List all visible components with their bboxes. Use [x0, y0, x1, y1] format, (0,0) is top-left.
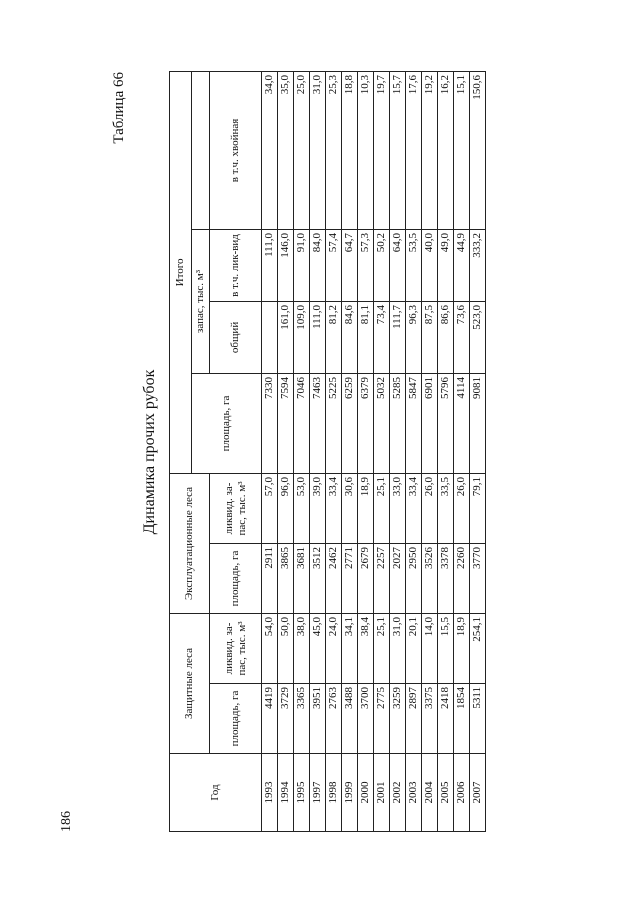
table-row	[438, 71, 454, 831]
cell-year: 2006	[454, 754, 470, 832]
cell-total-liquid: 57,3	[358, 229, 374, 301]
cell-total-conifer: 15,7	[390, 71, 406, 229]
cell-total-conifer: 10,3	[358, 71, 374, 229]
cell-exploitation-area: 2027	[390, 543, 406, 613]
table-row	[294, 71, 310, 831]
cell-exploitation-area: 2911	[262, 543, 278, 613]
cell-total-area: 5285	[390, 373, 406, 473]
cell-protective-area: 2418	[438, 684, 454, 754]
cell-total-area: 5225	[326, 373, 342, 473]
cell-exploitation-liquid: 26,0	[422, 473, 438, 543]
cell-year: 1997	[310, 754, 326, 832]
table-row	[358, 71, 374, 831]
cell-total-area: 7594	[278, 373, 294, 473]
cell-total-conifer: 34,0	[262, 71, 278, 229]
cell-protective-area: 3259	[390, 684, 406, 754]
cell-total-general: 73,4	[374, 301, 390, 373]
cell-protective-area: 3375	[422, 684, 438, 754]
cell-total-liquid: 44,9	[454, 229, 470, 301]
cell-protective-area: 3729	[278, 684, 294, 754]
cell-total-area: 5796	[438, 373, 454, 473]
cell-year: 1998	[326, 754, 342, 832]
cell-exploitation-liquid: 96,0	[278, 473, 294, 543]
cell-total-liquid: 40,0	[422, 229, 438, 301]
cell-protective-liquid: 24,0	[326, 613, 342, 683]
cell-total-general: 84,6	[342, 301, 358, 373]
table-row	[422, 71, 438, 831]
cell-year: 2000	[358, 754, 374, 832]
cell-exploitation-liquid: 30,6	[342, 473, 358, 543]
cell-exploitation-area: 2771	[342, 543, 358, 613]
cell-protective-liquid: 25,1	[374, 613, 390, 683]
cell-protective-liquid: 45,0	[310, 613, 326, 683]
cell-total-general	[262, 301, 278, 373]
cell-exploitation-area: 2257	[374, 543, 390, 613]
header-total-stock: запас, тыс. м³	[192, 229, 210, 373]
cell-total-conifer: 15,1	[454, 71, 470, 229]
cell-total-conifer: 25,3	[326, 71, 342, 229]
cell-total-conifer: 35,0	[278, 71, 294, 229]
cell-total-general: 81,2	[326, 301, 342, 373]
cell-total-liquid: 146,0	[278, 229, 294, 301]
cell-protective-liquid: 15,5	[438, 613, 454, 683]
cell-total-conifer: 19,7	[374, 71, 390, 229]
table-title: Динамика прочих рубок	[141, 369, 158, 535]
cell-total-conifer: 150,6	[470, 71, 486, 229]
cell-protective-area: 4419	[262, 684, 278, 754]
cell-total-area: 9081	[470, 373, 486, 473]
cell-total-general: 523,0	[470, 301, 486, 373]
cell-total-area: 6379	[358, 373, 374, 473]
table-row	[342, 71, 358, 831]
cell-protective-area: 3700	[358, 684, 374, 754]
header-exploitation-liquid: ликвид. за-пас, тыс. м³	[210, 473, 262, 543]
table-row	[310, 71, 326, 831]
cell-total-liquid: 57,4	[326, 229, 342, 301]
cell-year: 2002	[390, 754, 406, 832]
cell-total-general: 161,0	[278, 301, 294, 373]
cell-total-area: 6259	[342, 373, 358, 473]
cell-total-area: 5847	[406, 373, 422, 473]
header-year: Год	[170, 754, 262, 832]
cell-total-general: 96,3	[406, 301, 422, 373]
header-protective-area: площадь, га	[210, 684, 262, 754]
cell-exploitation-area: 2679	[358, 543, 374, 613]
table-row	[262, 71, 278, 831]
cell-exploitation-area: 3526	[422, 543, 438, 613]
cell-total-liquid: 49,0	[438, 229, 454, 301]
cell-protective-liquid: 34,1	[342, 613, 358, 683]
cell-year: 1993	[262, 754, 278, 832]
cell-total-conifer: 31,0	[310, 71, 326, 229]
cell-protective-area: 2897	[406, 684, 422, 754]
cell-total-liquid: 111,0	[262, 229, 278, 301]
header-total: Итого	[170, 71, 192, 473]
cell-exploitation-area: 2950	[406, 543, 422, 613]
cell-protective-area: 2763	[326, 684, 342, 754]
cell-protective-liquid: 54,0	[262, 613, 278, 683]
table-row	[278, 71, 294, 831]
header-total-liquid: в т.ч. лик-вид	[210, 229, 262, 301]
cell-total-general: 81,1	[358, 301, 374, 373]
cell-exploitation-liquid: 33,4	[326, 473, 342, 543]
cell-exploitation-area: 3681	[294, 543, 310, 613]
header-total-area: площадь, га	[192, 373, 262, 473]
cell-exploitation-liquid: 25,1	[374, 473, 390, 543]
cell-total-general: 86,6	[438, 301, 454, 373]
page-number: 186	[59, 811, 74, 832]
cell-year: 1994	[278, 754, 294, 832]
cell-exploitation-liquid: 39,0	[310, 473, 326, 543]
cell-year: 2003	[406, 754, 422, 832]
cell-protective-liquid: 20,1	[406, 613, 422, 683]
cell-total-conifer: 16,2	[438, 71, 454, 229]
cell-exploitation-liquid: 26,0	[454, 473, 470, 543]
cell-protective-liquid: 18,9	[454, 613, 470, 683]
header-total-general: общий	[210, 301, 262, 373]
cell-year: 1999	[342, 754, 358, 832]
table-number: Таблица 66	[111, 72, 127, 144]
cell-protective-area: 1854	[454, 684, 470, 754]
rotated-page	[59, 72, 535, 832]
table-row	[406, 71, 422, 831]
cell-total-area: 7463	[310, 373, 326, 473]
cell-exploitation-area: 2260	[454, 543, 470, 613]
cell-exploitation-liquid: 33,4	[406, 473, 422, 543]
cell-protective-liquid: 14,0	[422, 613, 438, 683]
cell-total-liquid: 53,5	[406, 229, 422, 301]
cell-exploitation-liquid: 33,0	[390, 473, 406, 543]
cell-total-general: 111,7	[390, 301, 406, 373]
cell-total-liquid: 91,0	[294, 229, 310, 301]
cell-total-area: 5032	[374, 373, 390, 473]
cell-protective-area: 3951	[310, 684, 326, 754]
cell-total-area: 7330	[262, 373, 278, 473]
cell-protective-liquid: 254,1	[470, 613, 486, 683]
cell-exploitation-liquid: 57,0	[262, 473, 278, 543]
cell-total-liquid: 333,2	[470, 229, 486, 301]
cell-total-general: 73,6	[454, 301, 470, 373]
table-body	[262, 71, 486, 831]
header-protective-forests: Защитные леса	[170, 613, 210, 753]
table-row	[454, 71, 470, 831]
cell-total-liquid: 64,7	[342, 229, 358, 301]
header-total-stock-blank	[192, 71, 210, 229]
cell-protective-liquid: 38,4	[358, 613, 374, 683]
table-row	[326, 71, 342, 831]
cell-total-conifer: 18,8	[342, 71, 358, 229]
cell-protective-liquid: 38,0	[294, 613, 310, 683]
table-row	[390, 71, 406, 831]
cell-total-liquid: 64,0	[390, 229, 406, 301]
cell-exploitation-liquid: 18,9	[358, 473, 374, 543]
cell-protective-area: 3488	[342, 684, 358, 754]
cell-exploitation-liquid: 53,0	[294, 473, 310, 543]
cell-total-area: 6901	[422, 373, 438, 473]
felling-dynamics-table	[169, 71, 486, 832]
cell-year: 1995	[294, 754, 310, 832]
cell-exploitation-liquid: 79,1	[470, 473, 486, 543]
cell-exploitation-area: 3865	[278, 543, 294, 613]
cell-protective-area: 3365	[294, 684, 310, 754]
cell-exploitation-area: 3378	[438, 543, 454, 613]
cell-year: 2001	[374, 754, 390, 832]
cell-total-area: 4114	[454, 373, 470, 473]
cell-exploitation-area: 3512	[310, 543, 326, 613]
cell-exploitation-area: 3770	[470, 543, 486, 613]
header-exploitation-forests: Эксплуатационные леса	[170, 473, 210, 613]
table-row	[470, 71, 486, 831]
cell-exploitation-area: 2462	[326, 543, 342, 613]
cell-total-liquid: 84,0	[310, 229, 326, 301]
header-total-conifer: в т.ч. хвойная	[210, 71, 262, 229]
cell-total-area: 7046	[294, 373, 310, 473]
header-protective-liquid: ликвид. за-пас, тыс. м³	[210, 613, 262, 683]
cell-total-general: 87,5	[422, 301, 438, 373]
cell-total-conifer: 25,0	[294, 71, 310, 229]
header-exploitation-area: площадь, га	[210, 543, 262, 613]
table-row	[374, 71, 390, 831]
cell-total-conifer: 19,2	[422, 71, 438, 229]
cell-year: 2007	[470, 754, 486, 832]
cell-protective-area: 5311	[470, 684, 486, 754]
cell-protective-area: 2775	[374, 684, 390, 754]
cell-total-general: 109,0	[294, 301, 310, 373]
cell-year: 2004	[422, 754, 438, 832]
cell-exploitation-liquid: 33,5	[438, 473, 454, 543]
cell-total-conifer: 17,6	[406, 71, 422, 229]
cell-total-general: 111,0	[310, 301, 326, 373]
cell-total-liquid: 50,2	[374, 229, 390, 301]
cell-protective-liquid: 31,0	[390, 613, 406, 683]
cell-year: 2005	[438, 754, 454, 832]
cell-protective-liquid: 50,0	[278, 613, 294, 683]
